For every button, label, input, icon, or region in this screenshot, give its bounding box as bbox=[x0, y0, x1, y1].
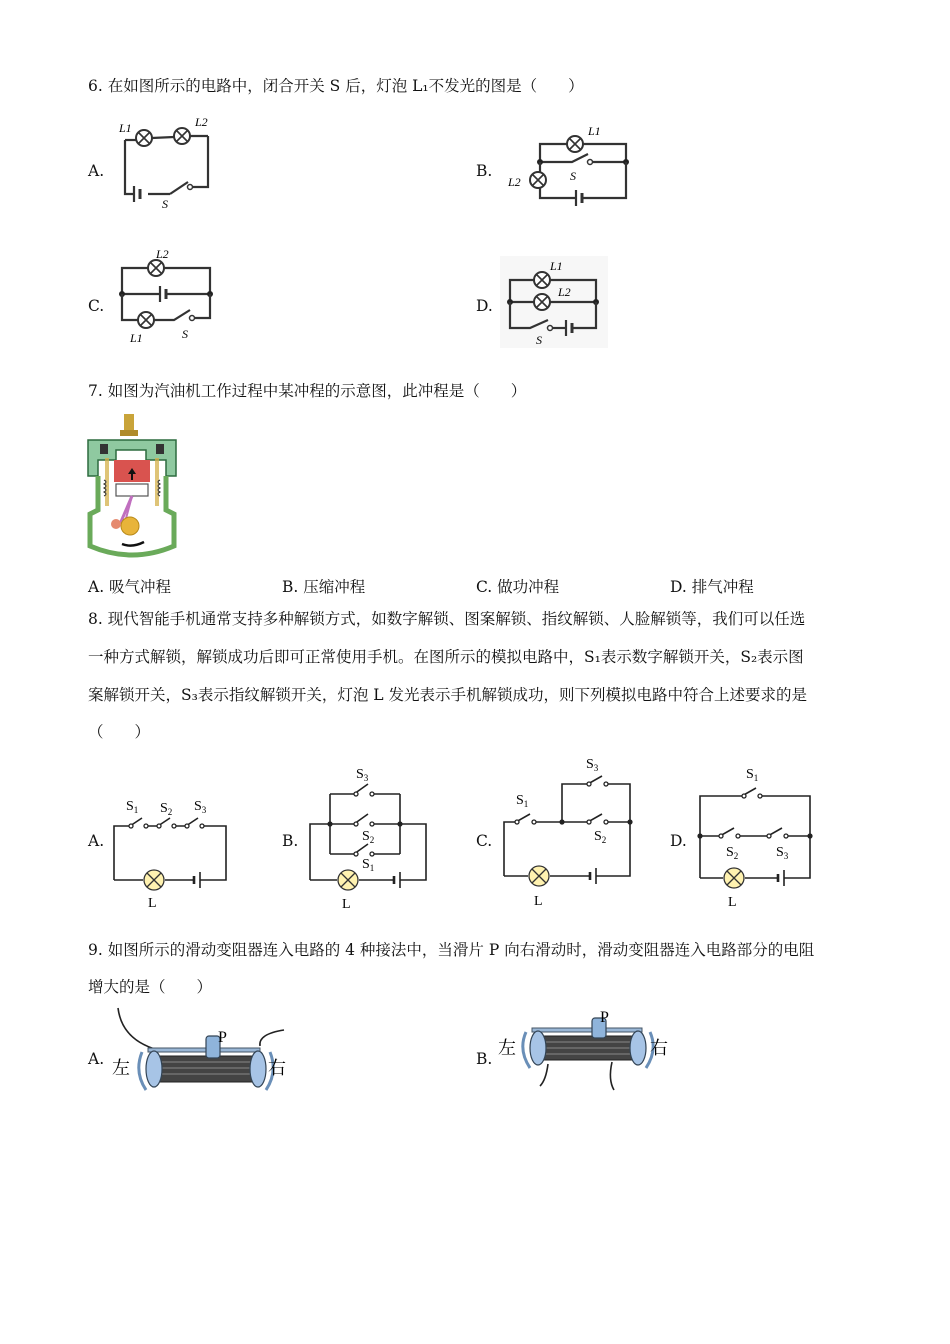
q6-option-c[interactable]: C. bbox=[88, 297, 105, 315]
q8d-s3: S bbox=[776, 845, 784, 860]
q6a-label-l1: L1 bbox=[119, 121, 132, 135]
svg-text:S bbox=[162, 197, 168, 211]
q6c-label-s: S bbox=[182, 327, 188, 341]
svg-text:L1 bbox=[118, 121, 132, 135]
svg-text:S1: $S_1$ bbox=[362, 857, 375, 873]
q8c-s3: S bbox=[586, 757, 594, 772]
q7-stem: 7. 如图为汽油机工作过程中某冲程的示意图，此冲程是（ ） bbox=[88, 382, 527, 400]
q6-option-a[interactable]: A. bbox=[88, 162, 105, 180]
q6-circuit-a bbox=[110, 112, 220, 212]
svg-text:左 bbox=[498, 1038, 516, 1058]
q6c-label-l2: L2 bbox=[156, 247, 169, 261]
q8-option-b[interactable]: B. bbox=[282, 832, 299, 850]
q7-option-c[interactable]: C. 做功冲程 bbox=[476, 578, 560, 596]
svg-text:L1 bbox=[549, 259, 563, 273]
q8-stem-line1: 8. 现代智能手机通常支持多种解锁方式，如数字解锁、图案解锁、指纹解锁、人脸解锁等，我们可以任选 bbox=[88, 610, 806, 628]
q9-stem-line1: 9. 如图所示的滑动变阻器连入电路的 4 种接法中，当滑片 P 向右滑动时，滑动变阻器连入电路部分的电阻 bbox=[88, 941, 815, 959]
svg-text:L2 bbox=[155, 247, 169, 261]
q6c-label-l1: L1 bbox=[130, 331, 143, 344]
q9-option-a[interactable]: A. bbox=[88, 1050, 105, 1068]
svg-text:S1: $S_1$ bbox=[746, 767, 759, 783]
svg-text:S1: $S_1$ bbox=[516, 793, 529, 809]
q8b-s1: S bbox=[362, 857, 370, 872]
q8-circuit-d bbox=[692, 760, 822, 910]
q8a-s3: S bbox=[194, 799, 202, 814]
svg-text:S2: $S_2$ bbox=[160, 801, 173, 817]
q6a-label-s: S bbox=[162, 197, 168, 211]
q9-rheostat-a bbox=[108, 1006, 298, 1096]
q6-circuit-c bbox=[112, 246, 222, 344]
svg-text:S2: $S_2$ bbox=[726, 845, 739, 861]
q6-option-d[interactable]: D. bbox=[476, 297, 493, 315]
q8d-l: L bbox=[728, 895, 737, 910]
svg-text:P bbox=[218, 1029, 227, 1046]
q8c-s1: S bbox=[516, 793, 524, 808]
svg-text:S2: $S_2$ bbox=[362, 829, 375, 845]
q6-stem: 6. 在如图所示的电路中，闭合开关 S 后，灯泡 L₁不发光的图是（ ） bbox=[88, 77, 584, 95]
svg-text:S2: $S_2$ bbox=[594, 829, 607, 845]
q9a-right: 右 bbox=[268, 1058, 286, 1078]
q8-option-a[interactable]: A. bbox=[88, 832, 105, 850]
q8-option-d[interactable]: D. bbox=[670, 832, 687, 850]
q8b-s3: S bbox=[356, 767, 364, 782]
svg-text:L2 bbox=[194, 115, 208, 129]
q8a-l: L bbox=[148, 896, 157, 911]
q9-stem-line2: 增大的是（ ） bbox=[88, 978, 213, 996]
q6-option-b[interactable]: B. bbox=[476, 162, 493, 180]
q8a-s2: S bbox=[160, 801, 168, 816]
q8c-l: L bbox=[534, 894, 543, 909]
q6b-label-l2: L2 bbox=[508, 175, 521, 189]
svg-text:S3: $S_3$ bbox=[776, 845, 789, 861]
svg-text:L2 bbox=[557, 285, 571, 299]
svg-text:S3: $S_3$ bbox=[356, 767, 369, 783]
engine-diagram bbox=[86, 414, 178, 562]
svg-text:L1 bbox=[587, 124, 601, 138]
q8-stem-line4: （ ） bbox=[88, 723, 151, 741]
q8b-s2: S bbox=[362, 829, 370, 844]
q8-option-c[interactable]: C. bbox=[476, 832, 493, 850]
q8c-s2: S bbox=[594, 829, 602, 844]
q6d-label-l1: L1 bbox=[550, 259, 563, 273]
svg-text:S1: $S_1$ bbox=[126, 799, 139, 815]
q8d-s2: S bbox=[726, 845, 734, 860]
svg-text:L2 bbox=[507, 175, 521, 189]
q8b-l: L bbox=[342, 897, 351, 912]
svg-text:右 bbox=[650, 1038, 668, 1058]
q7-option-a[interactable]: A. 吸气冲程 bbox=[88, 578, 172, 596]
q6b-label-s: S bbox=[570, 169, 576, 183]
q9b-p: P bbox=[600, 1009, 609, 1026]
q8d-s1: S bbox=[746, 767, 754, 782]
q6b-label-l1: L1 bbox=[588, 124, 601, 138]
svg-text:左 bbox=[112, 1058, 130, 1078]
q9-option-b[interactable]: B. bbox=[476, 1050, 493, 1068]
q9b-left: 左 bbox=[498, 1038, 516, 1058]
q9b-right: 右 bbox=[650, 1038, 668, 1058]
q8-circuit-c bbox=[496, 752, 636, 910]
q7-option-d[interactable]: D. 排气冲程 bbox=[670, 578, 754, 596]
q6-circuit-d bbox=[500, 256, 608, 348]
q6a-label-l2: L2 bbox=[195, 115, 208, 129]
q9a-left: 左 bbox=[112, 1058, 130, 1078]
q9a-p: P bbox=[218, 1029, 227, 1046]
q8-circuit-a bbox=[106, 792, 236, 912]
svg-text:P bbox=[600, 1009, 609, 1026]
q8-stem-line2: 一种方式解锁，解锁成功后即可正常使用手机。在图所示的模拟电路中，S₁表示数字解锁开关，S₂表示图 bbox=[88, 648, 804, 666]
q6d-label-s: S bbox=[536, 333, 542, 347]
q8a-s1: S bbox=[126, 799, 134, 814]
svg-text:S bbox=[182, 327, 188, 341]
q6d-label-l2: L2 bbox=[558, 285, 571, 299]
svg-text:S bbox=[536, 333, 542, 347]
q9-rheostat-b bbox=[496, 1008, 676, 1098]
svg-text:S3: $S_3$ bbox=[586, 757, 599, 773]
q8-circuit-b bbox=[302, 762, 434, 912]
q8-stem-line3: 案解锁开关，S₃表示指纹解锁开关，灯泡 L 发光表示手机解锁成功，则下列模拟电路中符合上述要求的是 bbox=[88, 686, 807, 704]
svg-text:右 bbox=[268, 1058, 286, 1078]
q6-circuit-b bbox=[500, 118, 635, 210]
svg-text:S bbox=[570, 169, 576, 183]
svg-text:L1 bbox=[129, 331, 143, 344]
svg-text:S3: $S_3$ bbox=[194, 799, 207, 815]
q7-option-b[interactable]: B. 压缩冲程 bbox=[282, 578, 366, 596]
